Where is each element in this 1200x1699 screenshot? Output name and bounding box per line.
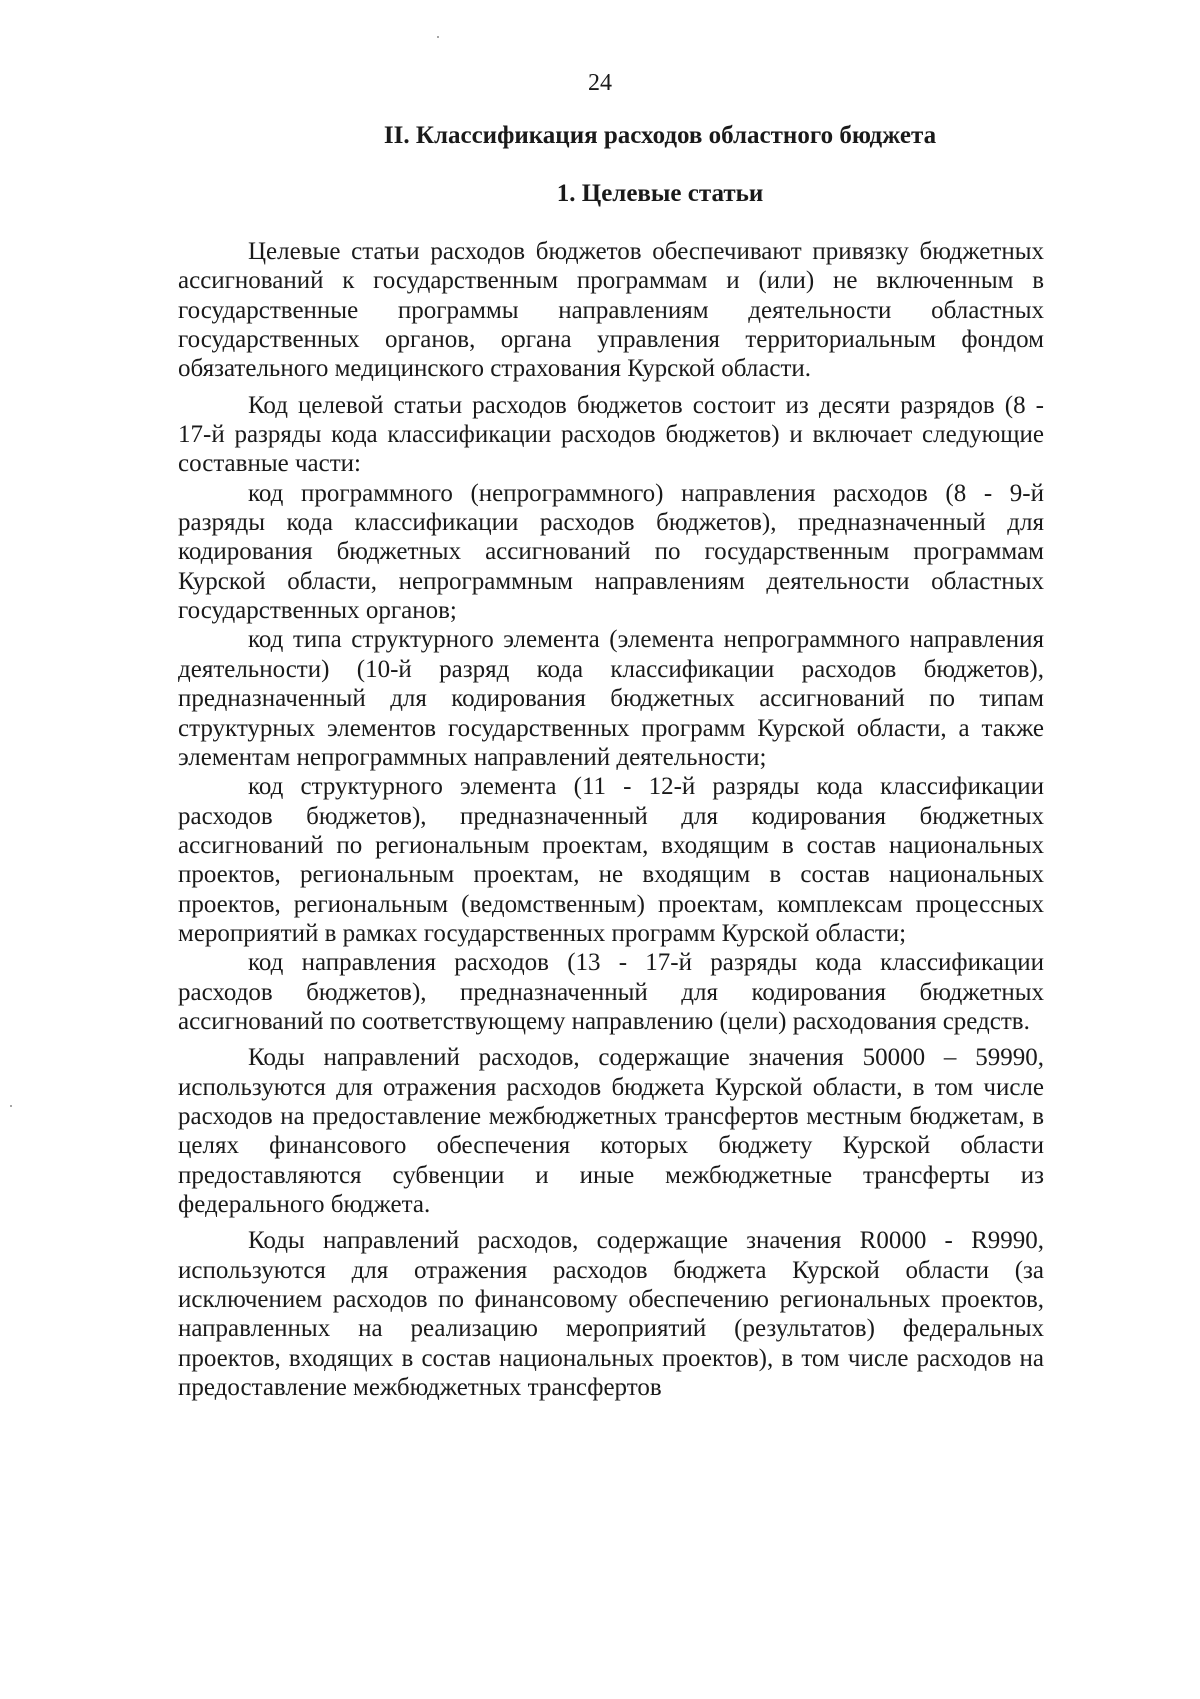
document-body: [178, 237, 1044, 1402]
subsection-title: 1. Целевые статьи: [556, 180, 764, 207]
paragraph-structural-element-code: код структурного элемента (11 - 12-й разряды кода классификации расходов бюджетов), предназначенный для кодирования бюджетных ассигнований по региональным проектам, входящим в состав национальных проектов, региональным проектам, не входящим в состав национальных проектов, региональным (ведомственным) проектам, комплексам процессных мероприятий в рамках государственных программ Курской области;: [178, 773, 1044, 947]
paragraph-program-code: код программного (непрограммного) направления расходов (8 - 9-й разряды кода классификации расходов бюджетов), предназначенный для кодирования бюджетных ассигнований по государственным программам Курской области, непрограммным направлениям деятельности областных государственных органов;: [178, 479, 1044, 625]
section-title: II. Классификация расходов областного бюджета: [383, 122, 937, 149]
paragraph-codes-r0000: Коды направлений расходов, содержащие значения R0000 - R9990, используются для отражения расходов бюджета Курской области (за исключением расходов по финансовому обеспечению региональных проектов, направленных на реализацию мероприятий (результатов) федеральных проектов, входящих в состав национальных проектов), в том числе расходов на предоставление межбюджетных трансфертов: [178, 1227, 1044, 1402]
paragraph-element-type-code: код типа структурного элемента (элемента непрограммного направления деятельности) (10-й разряд кода классификации расходов бюджетов), предназначенный для кодирования бюджетных ассигнований по типам структурных элементов государственных программ Курской области, а также элементам непрограммных направлений деятельности;: [178, 626, 1044, 771]
scan-speck: [10, 1105, 12, 1107]
page-number: 24: [588, 70, 612, 96]
paragraph-purpose: Целевые статьи расходов бюджетов обеспечивают привязку бюджетных ассигнований к государственным программам и (или) не включенным в государственные программы направлениям деятельности областных государственных органов, органа управления территориальным фондом обязательного медицинского страхования Курской области.: [178, 238, 1044, 383]
paragraph-code-structure: Код целевой статьи расходов бюджетов состоит из десяти разрядов (8 - 17-й разряды кода классификации расходов бюджетов) и включает следующие составные части:: [178, 391, 1044, 478]
paragraph-direction-code: код направления расходов (13 - 17-й разряды кода классификации расходов бюджетов), предназначенный для кодирования бюджетных ассигнований по соответствующему направлению (цели) расходования средств.: [178, 949, 1044, 1035]
scan-speck: [437, 36, 439, 38]
paragraph-codes-50000: Коды направлений расходов, содержащие значения 50000 – 59990, используются для отражения расходов бюджета Курской области, в том числе расходов на предоставление межбюджетных трансфертов местным бюджетам, в целях финансового обеспечения которых бюджету Курской области предоставляются субвенции и иные межбюджетные трансферты из федерального бюджета.: [178, 1044, 1044, 1218]
